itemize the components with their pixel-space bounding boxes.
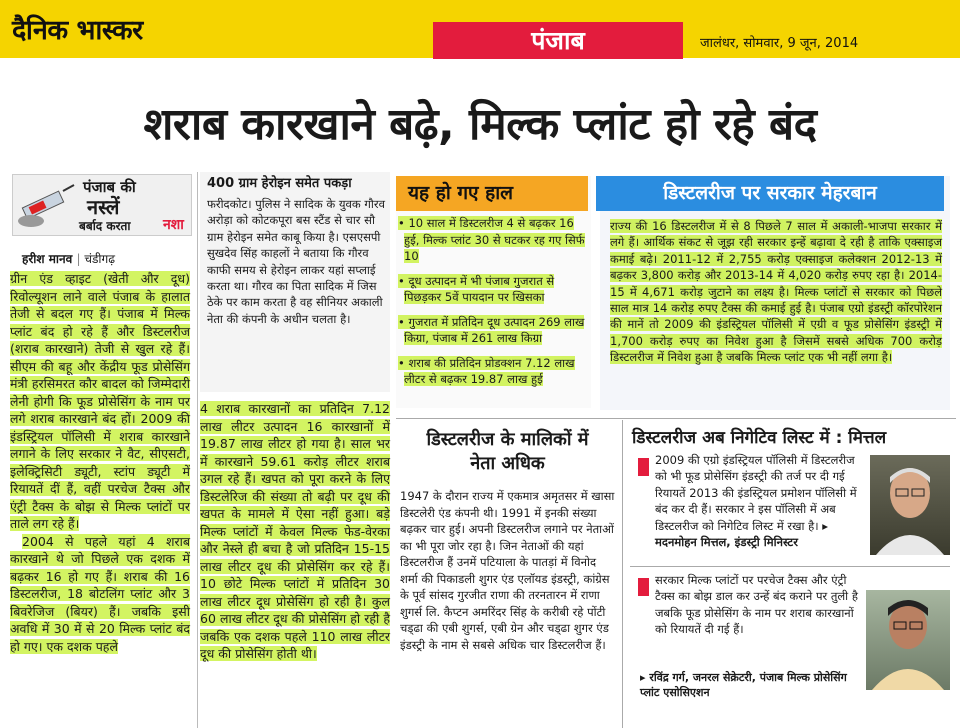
- mittal-body: 2009 की एग्रो इंडस्ट्रियल पॉलिसी में डिस्टलरीज को भी फूड प्रोसेसिंग इंडस्ट्री की तर्ज पर दी गई रियायतें 2013 की इंडस्ट्रियल प्रमोशन पॉलिसी में बंद कर दी हैं। सरकार ने इस पॉलिसी में अब डिस्टलरीज को निगेटिव लिस्ट में रखा है। ▸ मदनमोहन मित्तल, इंडस्ट्री मिनिस्टर: [655, 453, 857, 550]
- status-item: • शराब की प्रतिदिन प्रोडक्शन 7.12 लाख लीटर से बढ़कर 19.87 लाख हुई: [398, 355, 575, 386]
- byline-author: हरीश मानव: [22, 252, 73, 266]
- garg-attribution: ▸ रविंद्र गर्ग, जनरल सेक्रेटरी, पंजाब मिल्क प्रोसेसिंग प्लांट एसोसिएशन: [640, 671, 847, 699]
- newspaper-logo: दैनिक भास्कर: [12, 15, 143, 46]
- series-logo-line2: नस्लें: [87, 195, 120, 219]
- quote-mark-icon-2: [638, 578, 649, 596]
- col1-paragraph1: ग्रीन एंड व्हाइट (खेती और दूध) रिवोल्यूशन लाने वाले पंजाब के हालात तेजी से बदल गए हैं। पंजाब में मिल्क प्लांट बंद हो रहे हैं और डिस्टलरीज (शराब कारखाने) तेजी से खुल रहे हैं। सीएम की बहू और केंद्रीय फूड प्रोसेसिंग मंत्री हरसिमरत कौर बादल को जिम्मेदारी लेनी होगी कि फूड प्रोसेसिंग के नाम पर लगे शराब कारखाने बंद हों। 2009 की इंडस्ट्रियल पॉलिसी में शराब कारखाने लगाने के लिए सरकार ने वैट, सीएसटी, इलेक्ट्रिसिटी ड्यूटी, स्टांप ड्यूटी में रियायतें दीं हैं, वहीं परचेज टैक्स और एंट्री टैक्स के बोझ से मिल्क प्लांटों पर ताले लग रहे हैं।: [10, 271, 190, 531]
- garg-body: सरकार मिल्क प्लांटों पर परचेज टैक्स और एंट्री टैक्स का बोझ डाल कर उन्हें बंद कराने पर तुली है जबकि फूड प्रोसेसिंग के नाम पर शराब कारखानों को रियायतें दी गई हैं।: [655, 573, 858, 637]
- status-list: [396, 215, 591, 396]
- mittal-title: डिस्टलरीज अब निगेटिव लिस्ट में : मित्तल: [632, 428, 887, 448]
- series-logo-line1: पंजाब की: [83, 178, 136, 196]
- section-label: पंजाब: [433, 22, 683, 59]
- quote-divider: [630, 566, 950, 567]
- article-col1: [10, 270, 190, 655]
- mittal-attribution: ▸ मदनमोहन मित्तल, इंडस्ट्री मिनिस्टर: [655, 518, 829, 550]
- series-logo-line3b: नशा: [163, 217, 184, 233]
- byline-city: चंडीगढ़: [84, 252, 116, 266]
- article-col2: [200, 400, 390, 663]
- syringe-icon: [17, 181, 75, 231]
- quote-mark-icon: [638, 458, 649, 476]
- govt-box-title: डिस्टलरीज पर सरकार मेहरबान: [596, 176, 944, 211]
- status-item: • दूध उत्पादन में भी पंजाब गुजरात से पिछड़कर 5वें पायदान पर खिसका: [398, 273, 555, 304]
- govt-box-body: राज्य की 16 डिस्टलरीज में से 8 पिछले 7 साल में अकाली-भाजपा सरकार में लगे हैं। आर्थिक संकट से जूझ रही सरकार इन्हें बढ़ावा दे रही है ताकि एक्साइज कमाई बढ़े। 2011-12 में 2,755 करोड़ एक्साइज कलेक्शन 2012-13 में बढ़कर 3,800 करोड़ और 2013-14 में 4,020 करोड़ रुपए रहा है। 2014-15 में 4,671 करोड़ जुटाने का लक्ष्य है। मिल्क प्लांटों से सरकार को पिछले साल मात्र 14 करोड़ रुपए टैक्स की कमाई हुई है। पंजाब एग्रो इंडस्ट्री कॉरपोरेशन की मानें तो 2009 की इंडस्ट्रियल पॉलिसी में एग्री व फूड प्रोसेसिंग इंडस्ट्री में 1,700 करोड़ रुपए का निवेश हुआ है जिसमें सबसे अधिक 700 करोड़ डिस्टलरीज में निवेश हुआ है जबकि मिल्क प्लांट एक भी नहीं लगा है।: [610, 219, 942, 365]
- column-divider-right: [622, 420, 623, 728]
- section-divider: [396, 418, 956, 419]
- column-divider: [197, 172, 198, 728]
- col1-paragraph2: 2004 से पहले यहां 4 शराब कारखाने थे जो पिछले एक दशक में बढ़कर 16 हो गए हैं। शराब की 16 डिस्टलरीज, 18 बोटलिंग प्लांट और 3 बिवरेजिज (बियर) हैं। जबकि इसी अवधि में 30 में से 20 मिल्क प्लांट बंद हो गए। एक दशक पहले: [10, 533, 190, 654]
- byline-separator: |: [76, 252, 85, 266]
- owners-title-line2: नेता अधिक: [470, 453, 545, 474]
- col2-paragraph1: 4 शराब कारखानों का प्रतिदिन 7.12 लाख लीटर उत्पादन 16 कारखानों में 19.87 लाख लीटर हो गया है। साल भर में कारखाने 59.61 करोड़ लीटर शराब उगल रहे हैं। खपत को पूरा करने के लिए डिस्टलेरिज की संख्या तो बढ़ी पर दूध की खपत के मामले में ऐसा नहीं हुआ। बड़े मिल्क प्लांटों में केवल मिल्क फेड-वेरका और नेस्ले ही बचा है जो प्रतिदिन 15-15 लाख लीटर दूध की प्रोसेसिंग कर रहे हैं। 10 छोटे मिल्क प्लांटों में प्रतिदिन 30 लाख लीटर दूध प्रोसेसिंग हो रही है। कुल 60 लाख लीटर दूध की प्रोसेसिंग हो रही है जबकि एक दशक पहले 110 लाख लीटर दूध की प्रोसेसिंग होती थी।: [200, 401, 390, 661]
- dateline: जालंधर, सोमवार, 9 जून, 2014: [700, 36, 859, 51]
- series-logo: [12, 174, 192, 236]
- owners-body: 1947 के दौरान राज्य में एकमात्र अमृतसर में खासा डिस्टलेरी एंड कंपनी थी। 1991 में इनकी संख्या बढ़कर चार हुई। अपनी डिस्टलरीज लगाने पर नेताओं का भी पूरा जोर रहा है। जिन नेताओं की यहां डिस्टलरीज हैं उनमें पटियाला के पातड़ां में विनोद शर्मा की पिकाडली शुगर एंड एलॉयड इंडस्ट्री, कांग्रेस के पूर्व सांसद गुरजीत राणा की तरनतारन में राणा शुगर्स लि. कैप्टन अमरिंदर सिंह के करीबी रहे पोंटी चड्‌ढा की एबी शुगर्स, एबी ग्रेन और चड्‌ढा शुगर एंड इंडस्ट्री के नाम से सबसे अधिक चार डिस्टलरीज हैं।: [400, 489, 615, 652]
- mittal-photo: [870, 455, 950, 555]
- heroin-title: 400 ग्राम हेरोइन समेत पकड़ा: [207, 176, 352, 191]
- heroin-body: फरीदकोट। पुलिस ने सादिक के युवक गौरव अरोड़ा को कोटकपूरा बस स्टैंड से चार सौ ग्राम हेरोइन समेत काबू किया है। एसएसपी सुखदेव सिंह काहलों ने बताया कि गौरव काफी समय से हेरोइन लाकर यहां सप्लाई करता था। गौरव का पिता सादिक में जिस ठेके पर काम करता है वह सीनियर अकाली नेता की कंपनी के अधीन चलता है।: [207, 197, 385, 326]
- status-item: • गुजरात में प्रतिदिन दूध उत्पादन 269 लाख किग्रा, पंजाब में 261 लाख किग्रा: [398, 314, 585, 345]
- page-headline: शराब कारखाने बढ़े, मिल्क प्लांट हो रहे बंद: [143, 99, 817, 150]
- garg-photo: [866, 590, 950, 690]
- series-logo-line3a: बर्बाद करता: [79, 219, 131, 233]
- person-photo-icon: [870, 455, 950, 555]
- person-photo-icon: [866, 590, 950, 690]
- owners-title: [400, 428, 615, 476]
- owners-title-line1: डिस्टलरीज के मालिकों में: [426, 429, 589, 450]
- status-item: • 10 साल में डिस्टलरीज 4 से बढ़कर 16 हुई, मिल्क प्लांट 30 से घटकर रह गए सिर्फ 10: [398, 216, 585, 263]
- status-box-title: यह हो गए हाल: [396, 176, 588, 211]
- byline: [22, 250, 115, 267]
